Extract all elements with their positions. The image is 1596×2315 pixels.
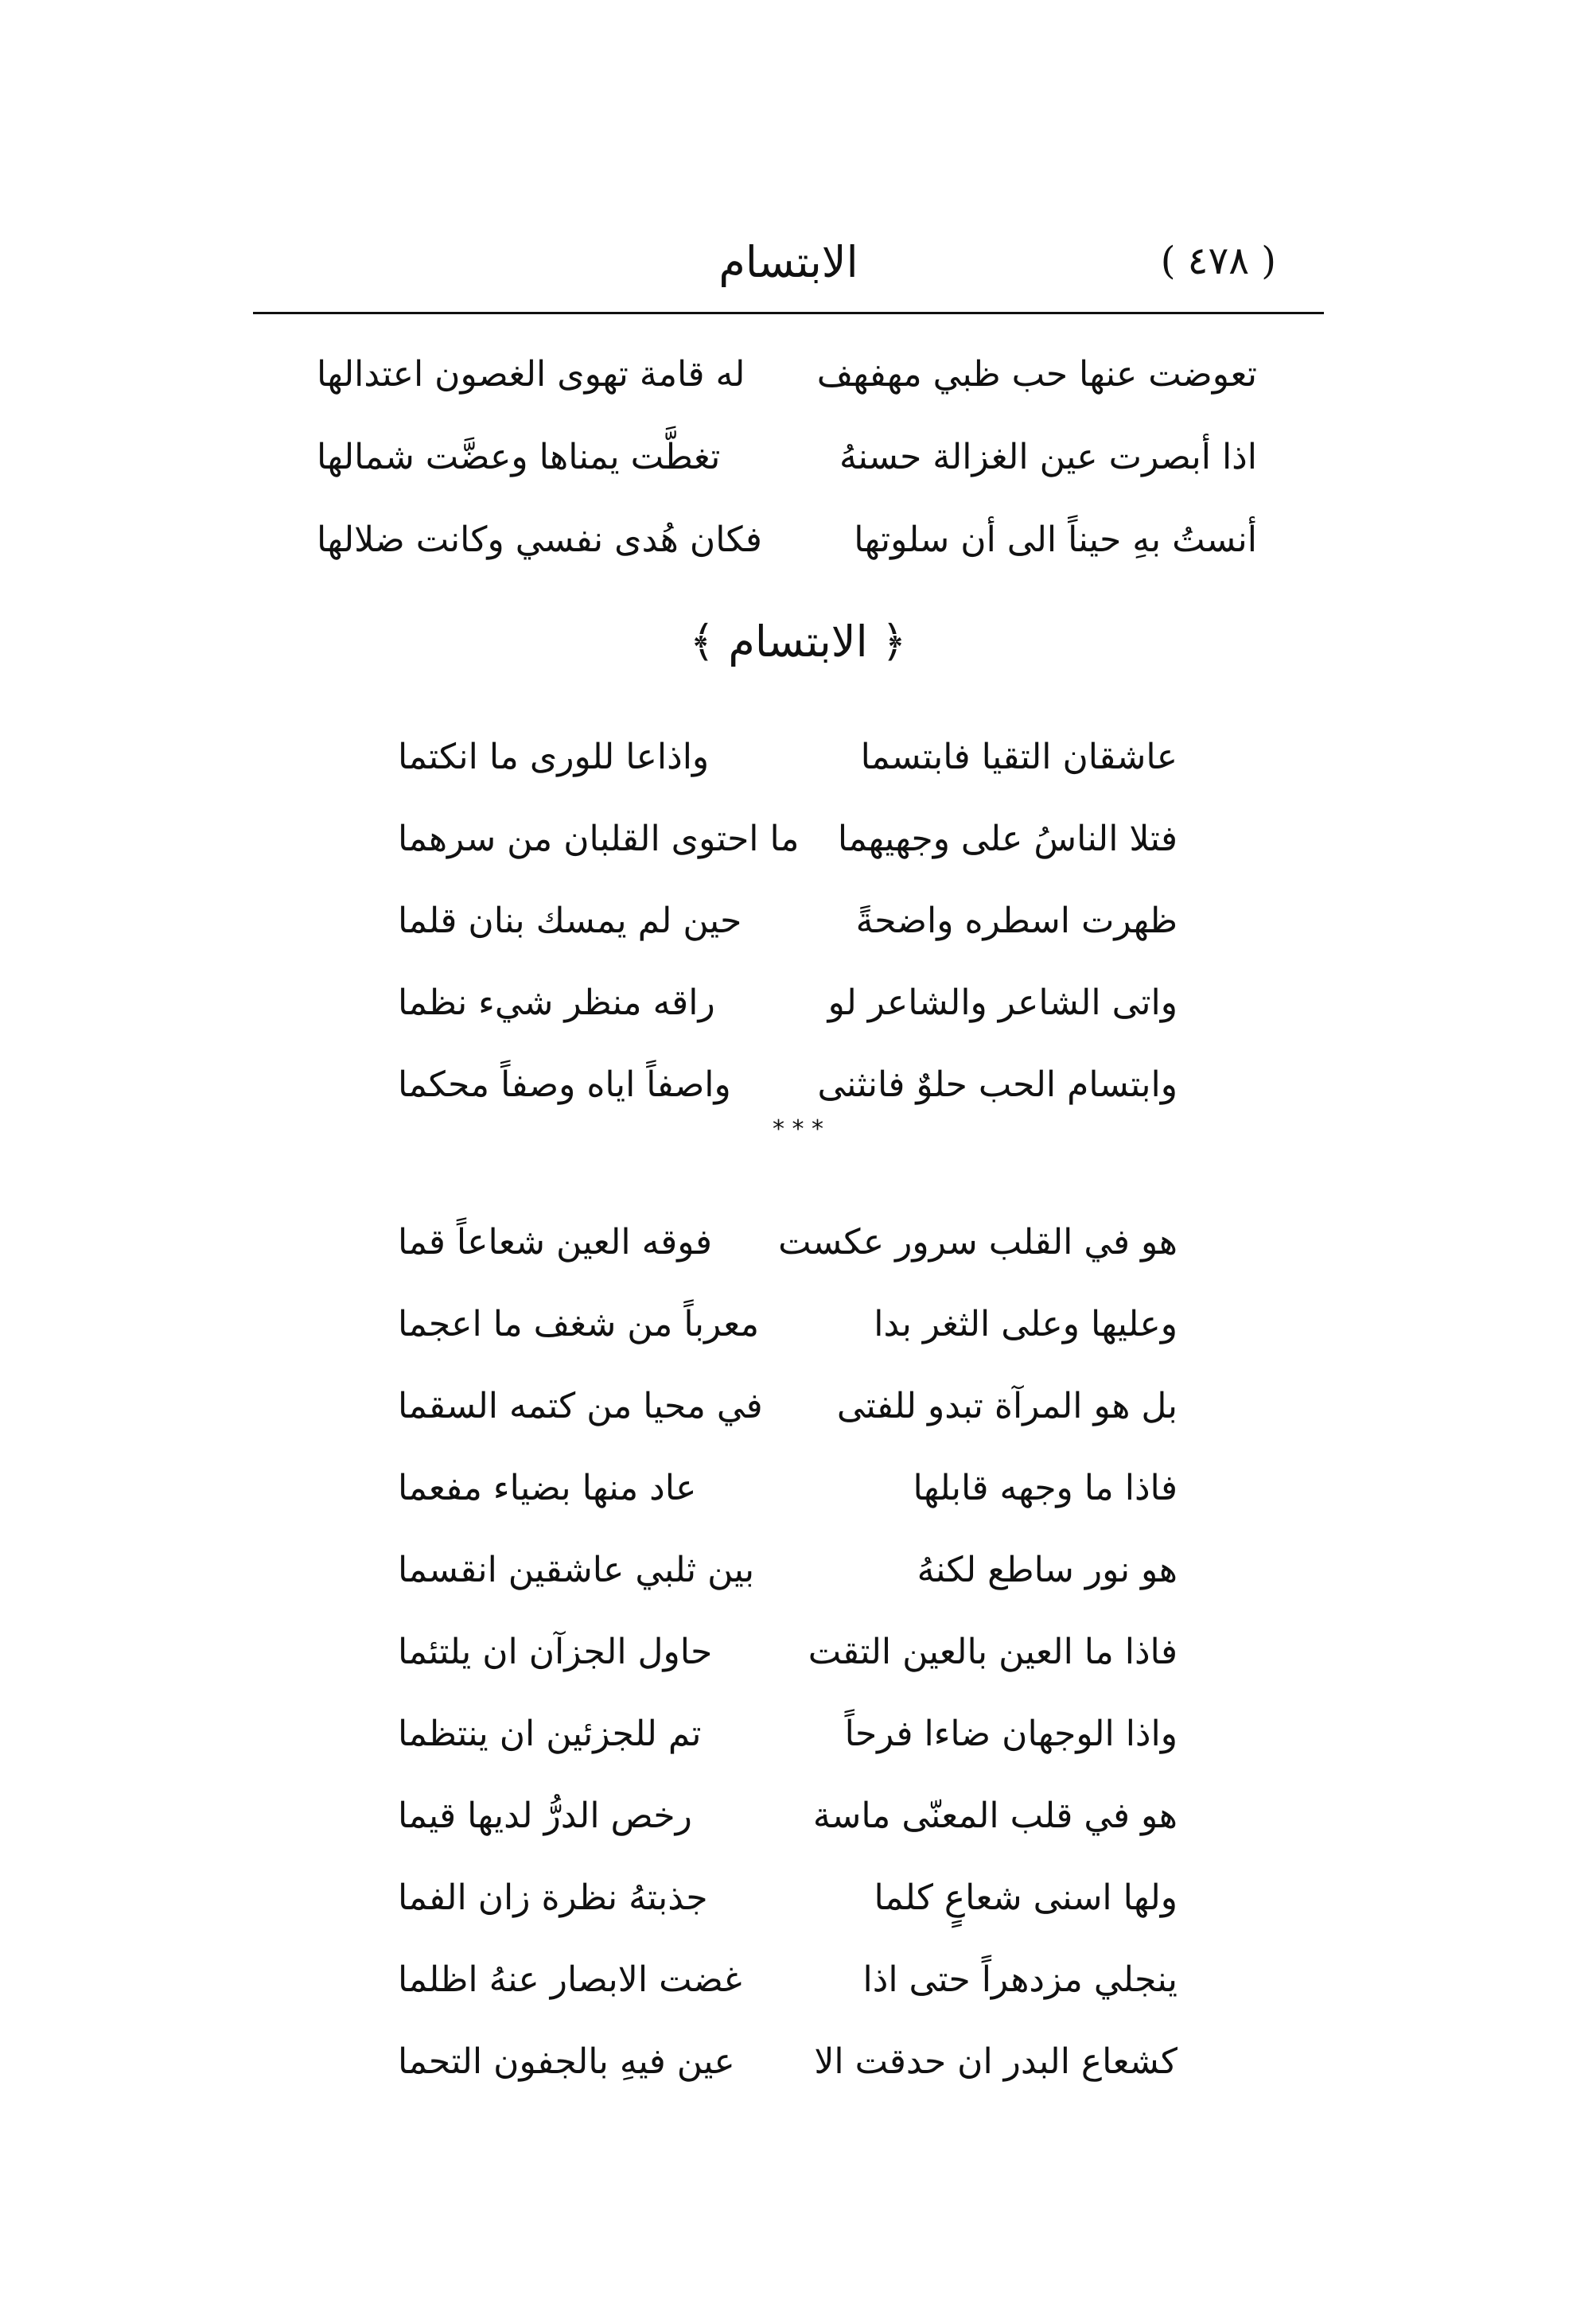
second-hemistich: حين لم يمسك بنان قلما — [398, 901, 742, 941]
second-hemistich: تم للجزئين ان ينتظما — [398, 1714, 702, 1754]
second-hemistich: في محيا من كتمه السقما — [398, 1386, 763, 1426]
second-hemistich: فكان هُدى نفسي وكانت ضلالها — [317, 519, 762, 560]
second-hemistich: واصفاً اياه وصفاً محكما — [398, 1064, 731, 1105]
verse-line — [317, 333, 1257, 415]
first-hemistich: وابتسام الحب حلوٌ فانثنى — [817, 1064, 1178, 1105]
header-rule — [253, 312, 1324, 314]
verse-line — [398, 1447, 1178, 1529]
verse-line — [398, 1283, 1178, 1365]
verse-line — [398, 1857, 1178, 1939]
second-hemistich: عين فيهِ بالجفون التحما — [398, 2041, 735, 2082]
verse-line — [398, 1201, 1178, 1283]
first-hemistich: ولها اسنى شعاعٍ كلما — [874, 1877, 1178, 1918]
first-hemistich: هو نور ساطع لكنهُ — [917, 1550, 1178, 1590]
first-hemistich: فتلا الناسُ على وجهيهما — [837, 819, 1178, 859]
page-header — [253, 231, 1324, 310]
poem-stanza-1 — [398, 716, 1178, 1126]
first-hemistich: هو في قلب المعنّى ماسة — [812, 1796, 1178, 1836]
first-hemistich: واذا الوجهان ضاءا فرحاً — [844, 1714, 1178, 1754]
first-hemistich: اذا أبصرت عين الغزالة حسنهُ — [839, 436, 1257, 477]
second-hemistich: تغطَّت يمناها وعضَّت شمالها — [317, 436, 721, 477]
verse-line — [398, 1693, 1178, 1775]
first-hemistich: تعوضت عنها حب ظبي مهفهف — [816, 353, 1257, 395]
second-hemistich: فوقه العين شعاعاً قما — [398, 1222, 713, 1263]
second-hemistich: له قامة تهوى الغصون اعتدالها — [317, 353, 745, 395]
verse-line — [398, 1939, 1178, 2021]
running-title: الابتسام — [718, 237, 858, 287]
first-hemistich: فاذا ما وجهه قابلها — [913, 1468, 1178, 1508]
second-hemistich: معرباً من شغف ما اعجما — [398, 1304, 760, 1344]
second-hemistich: راقه منظر شيء نظما — [398, 982, 715, 1023]
first-hemistich: عاشقان التقيا فابتسما — [860, 737, 1178, 777]
second-hemistich: عاد منها بضياء مفعما — [398, 1468, 697, 1508]
first-hemistich: واتى الشاعر والشاعر لو — [827, 982, 1178, 1023]
first-hemistich: ينجلي مزدهراً حتى اذا — [862, 1959, 1178, 2000]
verse-line — [398, 880, 1178, 962]
verse-line — [398, 2021, 1178, 2103]
first-hemistich: فاذا ما العين بالعين التقت — [808, 1632, 1178, 1672]
verse-line — [398, 962, 1178, 1044]
verse-line — [398, 1611, 1178, 1693]
verse-line — [317, 415, 1257, 498]
previous-poem-ending — [317, 333, 1257, 581]
poem-title: ﴿ الابتسام ﴾ — [689, 617, 907, 667]
verse-line — [398, 798, 1178, 880]
poem-stanza-2 — [398, 1201, 1178, 2103]
second-hemistich: حاول الجزآن ان يلتئما — [398, 1632, 713, 1672]
first-hemistich: هو في القلب سرور عكست — [778, 1222, 1178, 1263]
verse-line — [398, 716, 1178, 798]
second-hemistich: رخص الدرُّ لديها قيما — [398, 1796, 692, 1836]
second-hemistich: بين ثلبي عاشقين انقسما — [398, 1550, 755, 1590]
verse-line — [398, 1365, 1178, 1447]
second-hemistich: جذبتهُ نظرة زان الفما — [398, 1877, 708, 1918]
verse-line — [317, 498, 1257, 581]
verse-line — [398, 1775, 1178, 1857]
verse-line — [398, 1529, 1178, 1611]
second-hemistich: غضت الابصار عنهُ اظلما — [398, 1959, 742, 2000]
verse-line — [398, 1044, 1178, 1126]
second-hemistich: واذاعا للورى ما انكتما — [398, 737, 710, 777]
second-hemistich: ما احتوى القلبان من سرهما — [398, 819, 800, 859]
first-hemistich: بل هو المرآة تبدو للفتى — [836, 1386, 1178, 1426]
page-number: ( ٤٧٨ ) — [1160, 239, 1276, 283]
first-hemistich: وعليها وعلى الثغر بدا — [874, 1304, 1178, 1344]
section-ornament: * * * — [772, 1115, 824, 1143]
first-hemistich: كشعاع البدر ان حدقت الا — [814, 2041, 1178, 2082]
first-hemistich: ظهرت اسطره واضحةً — [855, 901, 1178, 941]
first-hemistich: أنستُ بهِ حيناً الى أن سلوتها — [854, 519, 1257, 560]
